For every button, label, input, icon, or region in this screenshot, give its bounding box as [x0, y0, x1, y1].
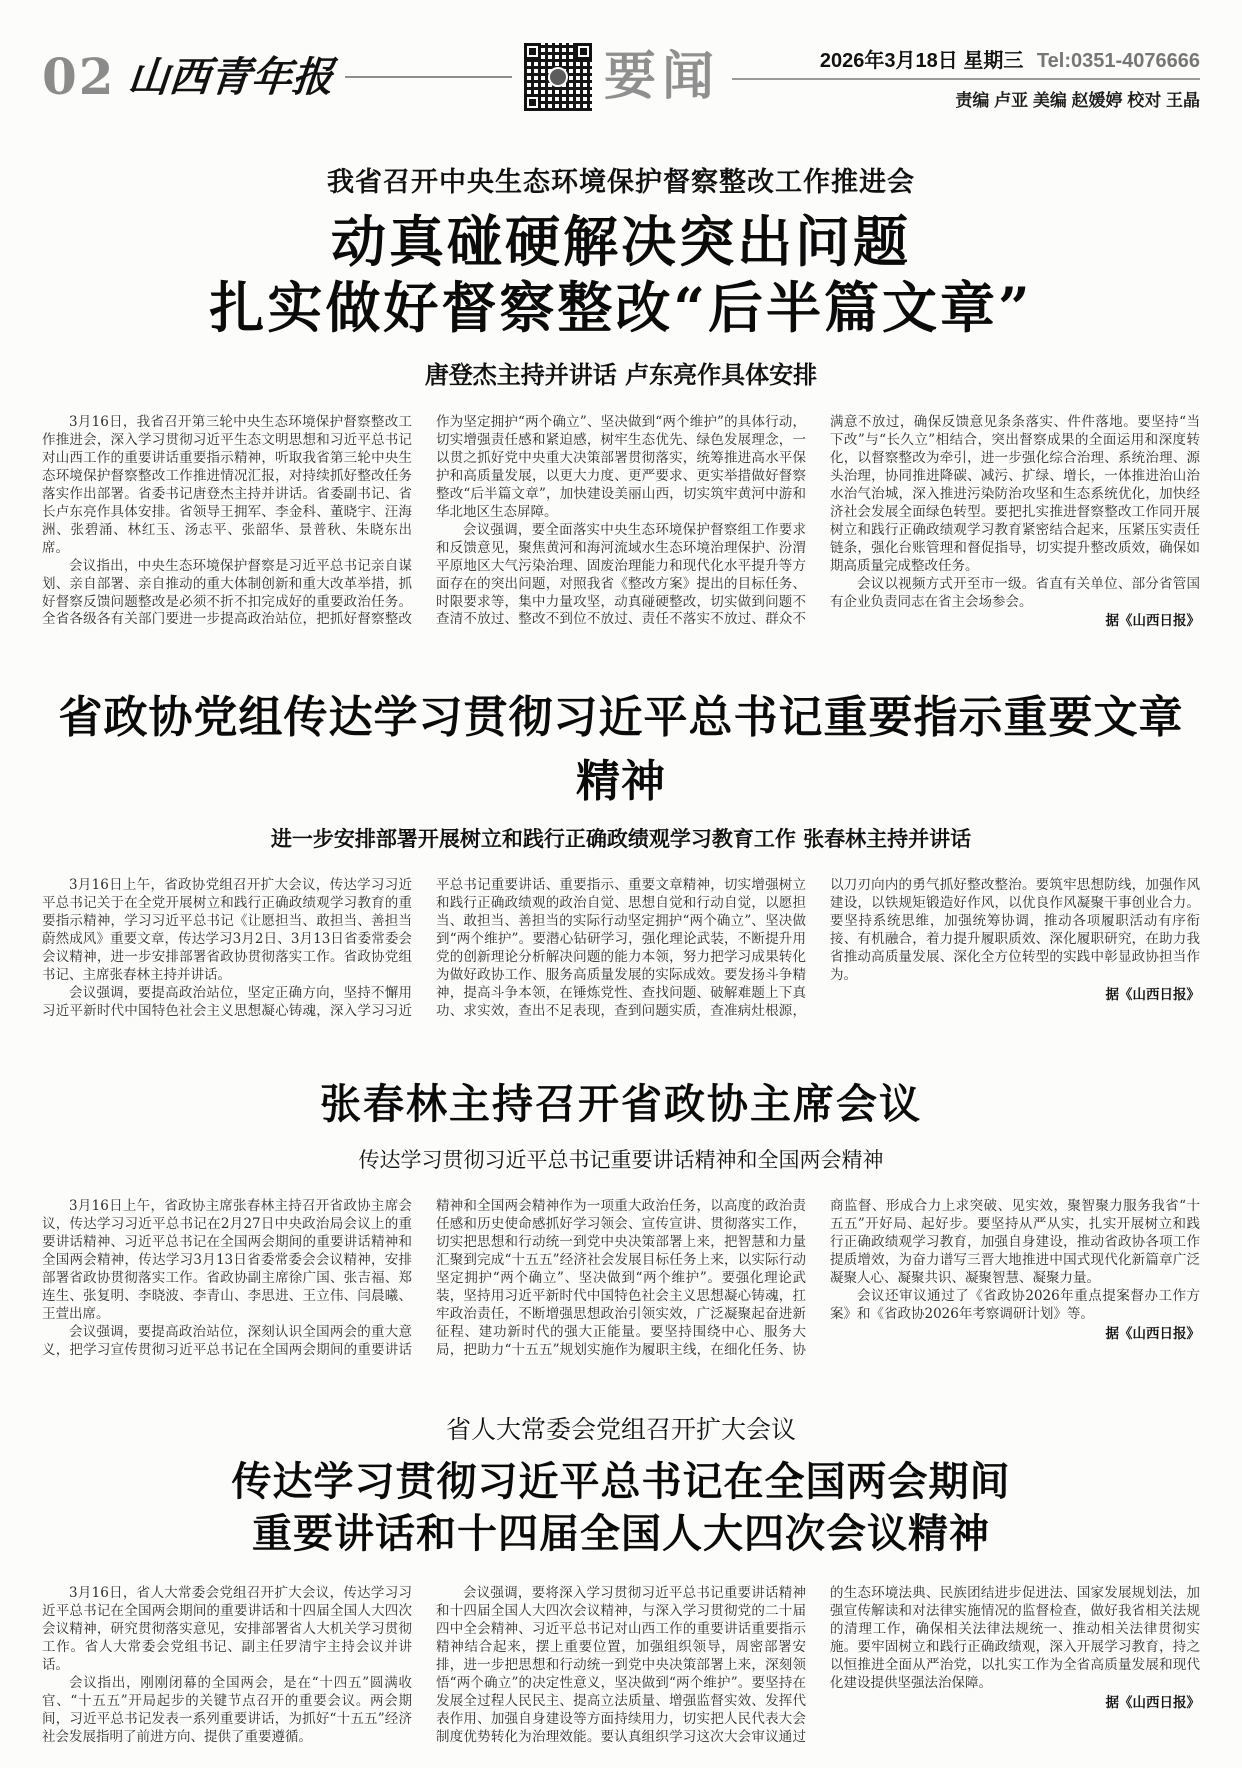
section-title: 要闻: [603, 48, 720, 106]
source-attribution: 据《山西日报》: [1105, 613, 1200, 630]
headline-line: 扎实做好督察整改“后半篇文章”: [209, 275, 1033, 340]
article-eco-inspection-meeting: [42, 160, 1200, 631]
article-headline: [42, 1456, 1200, 1562]
article-subhead: 传达学习贯彻习近平总书记重要讲话精神和全国两会精神: [358, 1148, 884, 1173]
body-paragraph: 3月16日上午，省政协主席张春林主持召开省政协主席会议，传达学习习近平总书记在2月27日中央政治局会议上的重要讲话精神、习近平总书记在全国两会期间的重要讲话精神和全国两会精神，传达学习3月13日省委常委会会议精神，安排部署省政协贯彻落实工作。省政协副主席徐广国、张吉福、郑连生、张复明、李晓波、李青山、李思进、王立伟、闫晨曦、王萱出席。: [42, 1198, 412, 1322]
source-attribution: 据《山西日报》: [1105, 1325, 1200, 1342]
body-paragraph: 3月16日，我省召开第三轮中央生态环境保护督察整改工作推进会，深入学习贯彻习近平生态文明思想和习近平总书记对山西工作的重要讲话重要指示精神，听取我省第三轮中央生态环境保护督察整改工作推进情况汇报，对持续抓好整改任务落实作出部署。省委书记唐登杰主持并讲话。省委副书记、省长卢东亮作具体安排。省领导王拥军、李金科、董晓宇、汪海洲、张碧涌、林红玉、汤志平、张韶华、景普秋、朱晓东出席。: [42, 414, 412, 556]
body-paragraph: 会议强调，要将深入学习贯彻习近平总书记重要讲话精神和十四届全国人大四次会议精神，与深入学习贯彻党的二十届四中全会精神、习近平总书记对山西工作的重要讲话重要指示精神结合起来，摆上重要位置，加强组织领导，周密部署安排，进一步把思想和行动统一到党中央决策部署上来，深刻领悟“两个确立”的决定性意义，坚决做到“两个维护”。要坚持在发展全过程人民民主、提高立法质量、增强监督实效、发挥代表作用、加强自身建设等方面持续用力，切实把人民代表大会制度优势转化为治理效能。要认真组织学习这次大会审议通过的生态环境法典、民族团结进步促进法、国家发展规划法，加强宣传解读和对法律实施情况的监督检查，做好我省相关法规的清理工作，确保相关法律法规统一、推动相关法律贯彻实施。要牢固树立和践行正确政绩观，深入开展学习教育，持之以恒推进全面从严治党，以扎实工作为全省高质量发展和现代化建设提供坚强法治保障。: [436, 1585, 1200, 1745]
body-paragraph: 会议还审议通过了《省政协2026年重点提案督办工作方案》和《省政协2026年考察调研计划》等。: [830, 1287, 1200, 1322]
article-cppcc-party-group: [42, 681, 1200, 1021]
body-paragraph: 会议强调，要提高政治站位，坚定正确方向，坚持不懈用习近平新时代中国特色社会主义思想凝心铸魂，深入学习习近平总书记重要讲话、重要指示、重要文章精神，切实增强树立和践行正确政绩观的政治自觉、思想自觉和行动自觉，以愿担当、敢担当、善担当的实际行动坚定拥护“两个确立”、坚决做到“两个维护”。要潜心钻研学习，强化理论武装，不断提升用党的创新理论分析解决问题的能力本领，努力把学习成果转化为做好政协工作、服务高质量发展的实际成效。要发扬斗争精神，提高斗争本领，在锤炼党性、查找问题、破解难题上下真功、求实效，查出不足表现，查到问题实质，查准病灶根源，以刀刃向内的勇气抓好整改整治。要筑牢思想防线，加强作风建设，以铁规矩锻造好作风，以优良作风凝聚干事创业合力。要坚持系统思维，加强统筹协调，推动各项履职活动有序衔接、有机融合，着力提升履职质效、深化履职研究，在助力我省推动高质量发展、深化全方位转型的实践中彰显政协担当作为。: [42, 877, 1200, 1020]
qr-finder-icon: [524, 94, 541, 111]
body-paragraph: 会议以视频方式开至市一级。省直有关单位、部分省管国有企业负责同志在省主会场参会。: [830, 575, 1200, 610]
article-body: [42, 877, 1200, 1021]
headline-line: 传达学习贯彻习近平总书记在全国两会期间: [231, 1457, 1011, 1505]
source-attribution: 据《山西日报》: [1105, 1694, 1200, 1711]
qr-finder-icon: [575, 43, 592, 60]
body-paragraph: 会议指出，中央生态环境保护督察是习近平总书记亲自谋划、亲自部署、亲自推动的重大体制创新和重大改革举措，抓好督察反馈问题整改是必须不折不扣完成好的重要政治任务。全省各级各有关部门要进一步提高政治站位，把抓好督察整改作为坚定拥护“两个确立”、坚决做到“两个维护”的具体行动，切实增强责任感和紧迫感，树牢生态优先、绿色发展理念，一以贯之抓好党中央重大决策部署贯彻落实，统筹推进高水平保护和高质量发展，以更大力度、更严要求、更实举措做好督察整改“后半篇文章”，加快建设美丽山西，切实筑牢黄河中游和华北地区生态屏障。: [42, 414, 806, 628]
masthead-divider: [732, 78, 1200, 80]
qr-finder-icon: [524, 43, 541, 60]
headline-line: 重要讲话和十四届全国人大四次会议精神: [252, 1510, 990, 1558]
masthead-rule: [345, 76, 512, 78]
qr-code-icon: [524, 43, 592, 111]
headline-line: 动真碰硬解决突出问题: [330, 209, 911, 274]
qr-center-logo-icon: [548, 67, 568, 87]
article-subhead: 进一步安排部署开展树立和践行正确政绩观学习教育工作 张春林主持并讲话: [270, 826, 972, 852]
body-paragraph: 会议强调，要提高政治站位，深刻认识全国两会的重大意义，把学习宣传贯彻习近平总书记在全国两会期间的重要讲话精神和全国两会精神作为一项重大政治任务，以高度的政治责任感和历史使命感抓好学习领会、宣传宣讲、贯彻落实工作，切实把思想和行动统一到党中央决策部署上来，把智慧和力量汇聚到完成“十五五”经济社会发展目标任务上来，以实际行动坚定拥护“两个确立”、坚决做到“两个维护”。要强化理论武装，坚持用习近平新时代中国特色社会主义思想凝心铸魂，扛牢政治责任，不断增强思想政治引领实效，广泛凝聚起奋进新征程、建功新时代的强大正能量。要坚持围绕中心、服务大局，把助力“十五五”规划实施作为履职主线，在细化任务、协商监督、形成合力上求突破、见实效，聚智聚力服务我省“十五五”开好局、起好步。要坚持从严从实，扎实开展树立和践行正确政绩观学习教育，加强自身建设，推动省政协各项工作提质增效，为奋力谱写三晋大地推进中国式现代化新篇章广泛凝聚人心、凝聚共识、凝聚智慧、凝聚力量。: [42, 1198, 1200, 1358]
headline-line: 张春林主持召开省政协主席会议: [320, 1080, 922, 1129]
headline-line: 省政协党组传达学习贯彻习近平总书记重要指示重要文章精神: [58, 692, 1184, 808]
source-attribution: 据《山西日报》: [1105, 987, 1200, 1004]
body-paragraph: 3月16日上午，省政协党组召开扩大会议，传达学习习近平总书记关于在全党开展树立和践行正确政绩观学习教育的重要指示精神，学习习近平总书记《让愿担当、敢担当、善担当蔚然成风》重要文章，传达学习3月2日、3月13日省委常委会会议精神，进一步安排部署省政协贯彻落实工作。省政协党组书记、主席张春林主持并讲话。: [42, 877, 412, 984]
body-paragraph: 会议指出，刚刚闭幕的全国两会，是在“十四五”圆满收官、“十五五”开局起步的关键节点召开的重要会议。两会期间，习近平总书记发表一系列重要讲话，为抓好“十五五”经济社会发展指明了前进方向、提供了重要遵循。: [42, 1675, 412, 1745]
newspaper-logo: 山西青年报: [125, 52, 335, 101]
article-kicker: 省人大常委会党组召开扩大会议: [445, 1414, 796, 1444]
date-line: [732, 44, 1200, 73]
article-cppcc-chairman-meeting: [42, 1071, 1200, 1360]
date-text: 2026年3月18日 星期三: [819, 49, 1024, 72]
article-body: [42, 1198, 1200, 1360]
article-npc-party-group: [42, 1410, 1200, 1747]
masthead: [42, 34, 1200, 120]
article-headline: [42, 681, 1200, 809]
article-headline: [42, 1071, 1200, 1130]
masthead-info: [732, 44, 1200, 111]
article-kicker: 我省召开中央生态环境保护督察整改工作推进会: [327, 167, 915, 198]
article-subhead: 唐登杰主持并讲话 卢东亮作具体安排: [424, 360, 818, 389]
telephone: Tel:0351-4076666: [1036, 49, 1200, 72]
body-paragraph: 3月16日，省人大常委会党组召开扩大会议，传达学习习近平总书记在全国两会期间的重要讲话和十四届全国人大四次会议精神，研究贯彻落实意见，安排部署省人大机关学习贯彻工作。省人大常委会党组书记、副主任罗清宇主持会议并讲话。: [42, 1585, 412, 1674]
article-headline: [42, 209, 1200, 341]
body-paragraph: 会议强调，要全面落实中央生态环境保护督察组工作要求和反馈意见，聚焦黄河和海河流域水生态环境治理保护、汾渭平原地区大气污染治理、固废治理能力和现代化水平提升等方面存在的突出问题，对照我省《整改方案》提出的目标任务、时限要求等，集中力量攻坚，动真碰硬整改，切实做到问题不查清不放过、整改不到位不放过、责任不落实不放过、群众不满意不放过，确保反馈意见条条落实、件件落地。要坚持“当下改”与“长久立”相结合，突出督察成果的全面运用和深度转化，以督察整改为牵引，进一步强化综合治理、系统治理、源头治理，协同推进降碳、减污、扩绿、增长，一体推进治山治水治气治城，深入推进污染防治攻坚和生态系统优化，加快经济社会发展全面绿色转型。要把扎实推进督察整改工作同开展树立和践行正确政绩观学习教育紧密结合起来，压紧压实责任链条，强化台账管理和督促指导，切实提升整改质效，确保如期高质量完成整改任务。: [436, 414, 1200, 628]
page-number: 02: [42, 47, 116, 106]
article-body: [42, 414, 1200, 631]
article-body: [42, 1585, 1200, 1747]
editors-line: 责编 卢亚 美编 赵媛婷 校对 王晶: [955, 90, 1200, 110]
